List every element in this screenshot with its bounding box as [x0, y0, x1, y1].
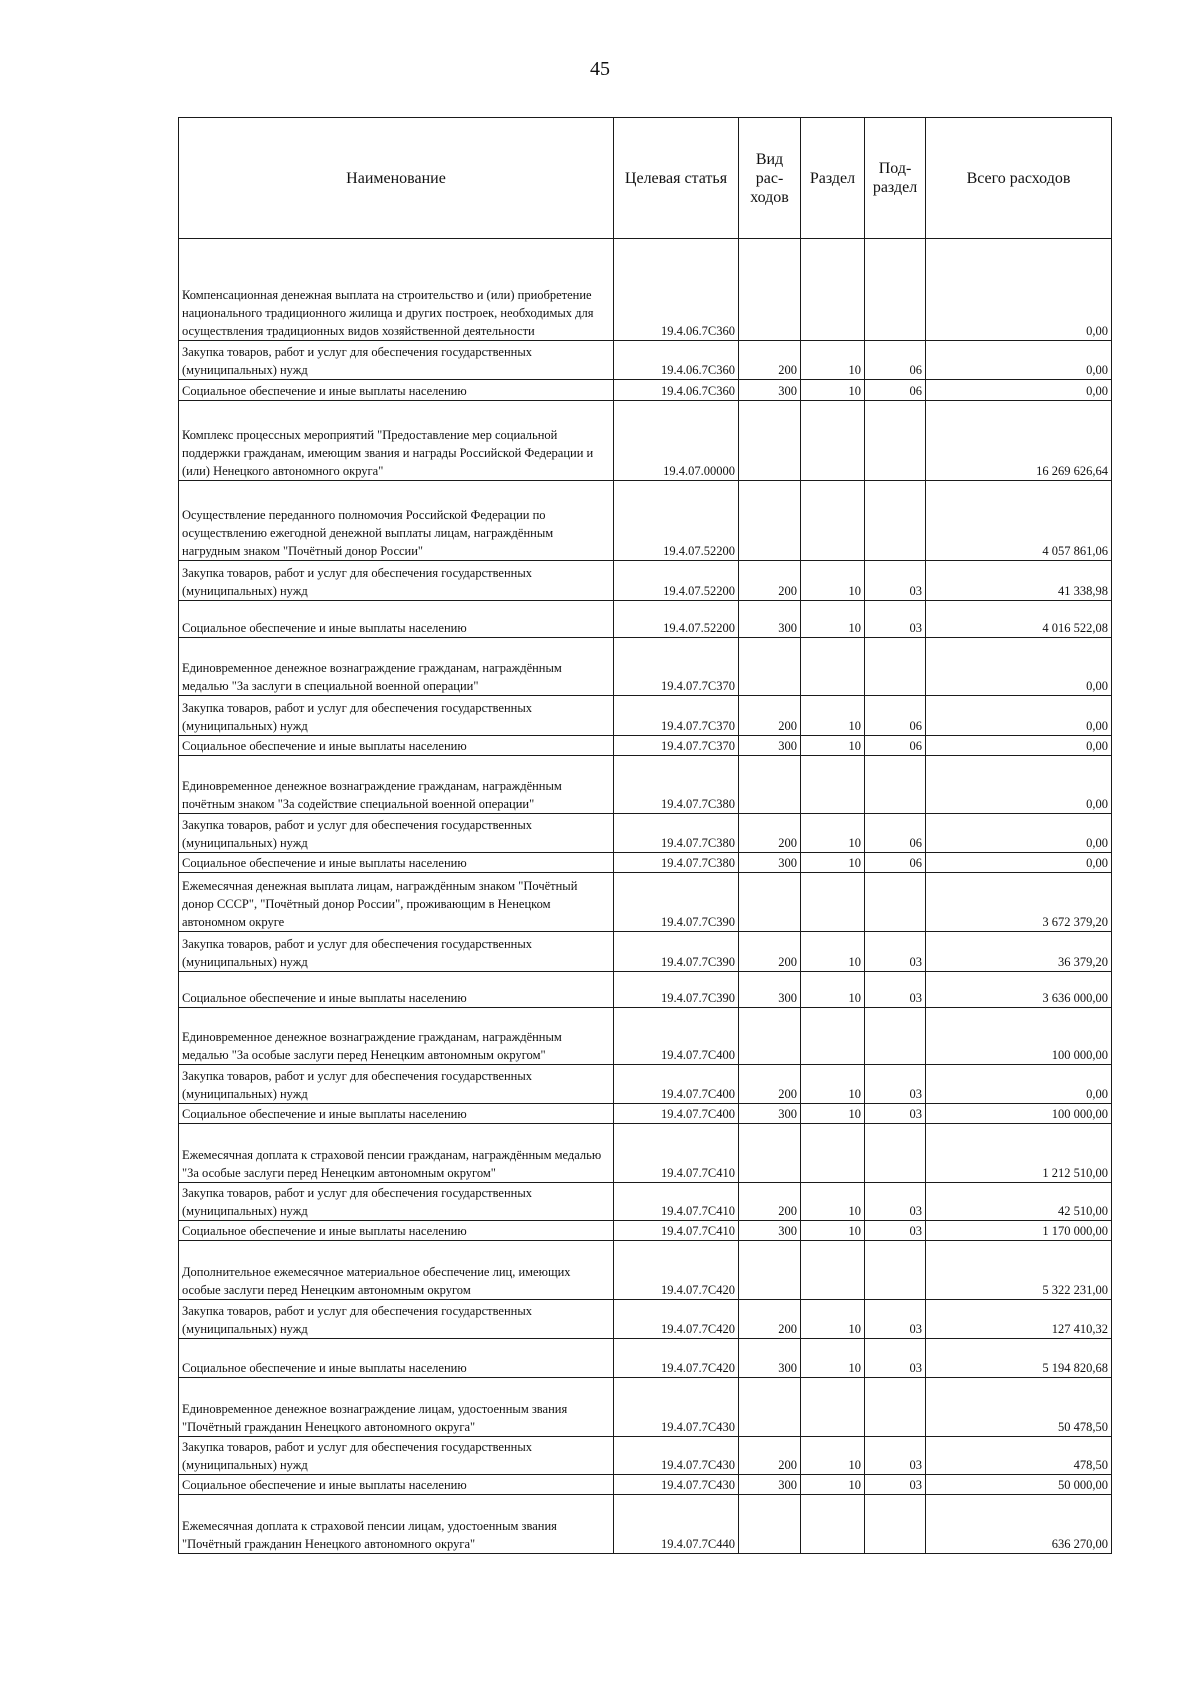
cell-subsection	[865, 401, 926, 481]
cell-name: Закупка товаров, работ и услуг для обеспечения государственных (муниципальных) нужд	[179, 561, 614, 601]
table-row	[179, 401, 1112, 481]
cell-section	[801, 1124, 865, 1183]
cell-name: Закупка товаров, работ и услуг для обеспечения государственных (муниципальных) нужд	[179, 696, 614, 736]
table-row	[179, 1339, 1112, 1378]
table-row	[179, 1221, 1112, 1241]
header-total-expenses: Всего расходов	[926, 118, 1112, 239]
cell-name: Социальное обеспечение и иные выплаты населению	[179, 1104, 614, 1124]
cell-expense-type: 200	[739, 561, 801, 601]
cell-name: Дополнительное ежемесячное материальное обеспечение лиц, имеющих особые заслуги перед Ненецким автономным округом	[179, 1241, 614, 1300]
cell-section: 10	[801, 972, 865, 1008]
cell-subsection	[865, 481, 926, 561]
cell-target-article: 19.4.07.7С380	[614, 853, 739, 873]
cell-target-article: 19.4.07.7С370	[614, 638, 739, 696]
cell-total-expenses: 4 057 861,06	[926, 481, 1112, 561]
cell-subsection	[865, 1241, 926, 1300]
cell-section	[801, 1241, 865, 1300]
cell-target-article: 19.4.07.52200	[614, 601, 739, 638]
cell-total-expenses: 42 510,00	[926, 1183, 1112, 1221]
cell-total-expenses: 478,50	[926, 1437, 1112, 1475]
cell-total-expenses: 3 672 379,20	[926, 873, 1112, 932]
cell-total-expenses: 3 636 000,00	[926, 972, 1112, 1008]
cell-name: Единовременное денежное вознаграждение лицам, удостоенным звания "Почётный гражданин Ненецкого автономного округа"	[179, 1378, 614, 1437]
cell-expense-type: 300	[739, 1475, 801, 1495]
table-row	[179, 972, 1112, 1008]
cell-total-expenses: 0,00	[926, 1065, 1112, 1104]
cell-name: Закупка товаров, работ и услуг для обеспечения государственных (муниципальных) нужд	[179, 932, 614, 972]
cell-subsection: 03	[865, 601, 926, 638]
cell-target-article: 19.4.07.7С390	[614, 972, 739, 1008]
cell-target-article: 19.4.07.7С380	[614, 756, 739, 814]
cell-name: Ежемесячная доплата к страховой пенсии гражданам, награждённым медалью "За особые заслуги перед Ненецким автономным округом"	[179, 1124, 614, 1183]
table-header	[179, 118, 1112, 239]
cell-expense-type	[739, 1378, 801, 1437]
cell-total-expenses: 636 270,00	[926, 1495, 1112, 1554]
cell-section: 10	[801, 1475, 865, 1495]
cell-total-expenses: 100 000,00	[926, 1008, 1112, 1065]
table-row	[179, 1300, 1112, 1339]
cell-target-article: 19.4.07.7С390	[614, 873, 739, 932]
table-row	[179, 1437, 1112, 1475]
cell-subsection: 03	[865, 1300, 926, 1339]
cell-section: 10	[801, 932, 865, 972]
cell-name: Комплекс процессных мероприятий "Предоставление мер социальной поддержки гражданам, имеющим звания и награды Российской Федерации и (или) Ненецкого автономного округа"	[179, 401, 614, 481]
cell-expense-type: 200	[739, 814, 801, 853]
cell-expense-type: 300	[739, 1104, 801, 1124]
cell-name: Социальное обеспечение и иные выплаты населению	[179, 972, 614, 1008]
cell-subsection	[865, 873, 926, 932]
cell-section: 10	[801, 814, 865, 853]
cell-subsection: 06	[865, 814, 926, 853]
table-row	[179, 814, 1112, 853]
budget-table	[178, 117, 1112, 1554]
cell-target-article: 19.4.07.7С370	[614, 736, 739, 756]
cell-total-expenses: 41 338,98	[926, 561, 1112, 601]
cell-name: Социальное обеспечение и иные выплаты населению	[179, 853, 614, 873]
cell-expense-type	[739, 481, 801, 561]
table-row	[179, 1241, 1112, 1300]
cell-target-article: 19.4.07.00000	[614, 401, 739, 481]
cell-section	[801, 401, 865, 481]
cell-name: Социальное обеспечение и иные выплаты населению	[179, 1475, 614, 1495]
cell-section: 10	[801, 736, 865, 756]
cell-section: 10	[801, 341, 865, 380]
table-row	[179, 932, 1112, 972]
cell-expense-type	[739, 756, 801, 814]
table-row	[179, 853, 1112, 873]
table-row	[179, 239, 1112, 341]
cell-total-expenses: 100 000,00	[926, 1104, 1112, 1124]
cell-name: Социальное обеспечение и иные выплаты населению	[179, 1339, 614, 1378]
table-row	[179, 1183, 1112, 1221]
cell-expense-type	[739, 638, 801, 696]
cell-total-expenses: 0,00	[926, 638, 1112, 696]
cell-section: 10	[801, 696, 865, 736]
page-number: 45	[590, 58, 610, 80]
cell-target-article: 19.4.07.7С440	[614, 1495, 739, 1554]
cell-expense-type	[739, 401, 801, 481]
header-target-article: Целевая статья	[614, 118, 739, 239]
cell-target-article: 19.4.06.7С360	[614, 239, 739, 341]
cell-subsection	[865, 638, 926, 696]
cell-total-expenses: 36 379,20	[926, 932, 1112, 972]
cell-subsection: 06	[865, 853, 926, 873]
cell-expense-type: 200	[739, 696, 801, 736]
cell-name: Ежемесячная доплата к страховой пенсии лицам, удостоенным звания "Почётный гражданин Ненецкого автономного округа"	[179, 1495, 614, 1554]
cell-name: Единовременное денежное вознаграждение гражданам, награждённым медалью "За особые заслуги перед Ненецким автономным округом"	[179, 1008, 614, 1065]
cell-expense-type: 200	[739, 1183, 801, 1221]
cell-subsection: 03	[865, 1065, 926, 1104]
table-row	[179, 1008, 1112, 1065]
cell-section: 10	[801, 601, 865, 638]
table-row	[179, 1378, 1112, 1437]
cell-expense-type: 200	[739, 1300, 801, 1339]
cell-name: Закупка товаров, работ и услуг для обеспечения государственных (муниципальных) нужд	[179, 1300, 614, 1339]
cell-section	[801, 1008, 865, 1065]
cell-name: Единовременное денежное вознаграждение гражданам, награждённым почётным знаком "За содействие специальной военной операции"	[179, 756, 614, 814]
cell-total-expenses: 0,00	[926, 380, 1112, 401]
cell-expense-type	[739, 873, 801, 932]
cell-name: Социальное обеспечение и иные выплаты населению	[179, 1221, 614, 1241]
table-row	[179, 1495, 1112, 1554]
table-row	[179, 561, 1112, 601]
cell-expense-type: 200	[739, 1437, 801, 1475]
cell-subsection: 03	[865, 1475, 926, 1495]
cell-subsection: 06	[865, 696, 926, 736]
cell-target-article: 19.4.07.7С400	[614, 1008, 739, 1065]
header-subsection	[865, 118, 926, 239]
cell-expense-type: 300	[739, 736, 801, 756]
cell-total-expenses: 0,00	[926, 736, 1112, 756]
cell-subsection	[865, 1378, 926, 1437]
cell-expense-type	[739, 1008, 801, 1065]
cell-expense-type: 300	[739, 1339, 801, 1378]
cell-target-article: 19.4.07.7С390	[614, 932, 739, 972]
cell-target-article: 19.4.07.52200	[614, 561, 739, 601]
cell-target-article: 19.4.06.7С360	[614, 380, 739, 401]
cell-expense-type	[739, 1495, 801, 1554]
table-row	[179, 736, 1112, 756]
table-row	[179, 1124, 1112, 1183]
cell-section	[801, 756, 865, 814]
cell-total-expenses: 50 478,50	[926, 1378, 1112, 1437]
table-row	[179, 1065, 1112, 1104]
cell-section: 10	[801, 1221, 865, 1241]
cell-section: 10	[801, 1300, 865, 1339]
cell-subsection	[865, 756, 926, 814]
cell-target-article: 19.4.07.52200	[614, 481, 739, 561]
table-row	[179, 873, 1112, 932]
cell-subsection	[865, 1008, 926, 1065]
cell-target-article: 19.4.07.7С410	[614, 1124, 739, 1183]
cell-total-expenses: 0,00	[926, 696, 1112, 736]
cell-section: 10	[801, 380, 865, 401]
header-subsection-line1: Под-	[878, 160, 912, 177]
cell-subsection: 06	[865, 736, 926, 756]
cell-subsection: 03	[865, 1221, 926, 1241]
cell-section	[801, 1495, 865, 1554]
cell-subsection: 03	[865, 1183, 926, 1221]
cell-section: 10	[801, 1339, 865, 1378]
cell-total-expenses: 5 322 231,00	[926, 1241, 1112, 1300]
cell-expense-type: 200	[739, 932, 801, 972]
cell-subsection: 06	[865, 341, 926, 380]
cell-target-article: 19.4.06.7С360	[614, 341, 739, 380]
table-row	[179, 380, 1112, 401]
cell-name: Осуществление переданного полномочия Российской Федерации по осуществлению ежегодной денежной выплаты лицам, награждённым нагрудным знаком "Почётный донор России"	[179, 481, 614, 561]
cell-subsection	[865, 1495, 926, 1554]
cell-section: 10	[801, 561, 865, 601]
cell-section	[801, 873, 865, 932]
header-expense-type-line3: ходов	[750, 188, 789, 206]
header-expense-type-line1: Вид	[755, 150, 784, 168]
cell-expense-type	[739, 1124, 801, 1183]
cell-expense-type: 300	[739, 380, 801, 401]
cell-expense-type: 300	[739, 853, 801, 873]
cell-section	[801, 1378, 865, 1437]
table-row	[179, 638, 1112, 696]
cell-name: Компенсационная денежная выплата на строительство и (или) приобретение национального традиционного жилища и других построек, необходимых для осуществления традиционных видов хозяйственной деятельности	[179, 239, 614, 341]
cell-target-article: 19.4.07.7С420	[614, 1300, 739, 1339]
cell-subsection: 03	[865, 932, 926, 972]
header-name: Наименование	[179, 118, 614, 239]
cell-target-article: 19.4.07.7С430	[614, 1378, 739, 1437]
table-row	[179, 601, 1112, 638]
cell-expense-type	[739, 239, 801, 341]
table-row	[179, 1104, 1112, 1124]
cell-name: Социальное обеспечение и иные выплаты населению	[179, 736, 614, 756]
cell-total-expenses: 0,00	[926, 239, 1112, 341]
cell-total-expenses: 50 000,00	[926, 1475, 1112, 1495]
cell-total-expenses: 1 212 510,00	[926, 1124, 1112, 1183]
cell-name: Закупка товаров, работ и услуг для обеспечения государственных (муниципальных) нужд	[179, 1437, 614, 1475]
cell-target-article: 19.4.07.7С430	[614, 1475, 739, 1495]
cell-expense-type: 300	[739, 1221, 801, 1241]
table-row	[179, 696, 1112, 736]
cell-expense-type: 300	[739, 601, 801, 638]
cell-name: Закупка товаров, работ и услуг для обеспечения государственных (муниципальных) нужд	[179, 1065, 614, 1104]
cell-section: 10	[801, 1104, 865, 1124]
header-expense-type	[739, 118, 801, 239]
cell-section: 10	[801, 1183, 865, 1221]
cell-target-article: 19.4.07.7С370	[614, 696, 739, 736]
cell-target-article: 19.4.07.7С400	[614, 1104, 739, 1124]
cell-target-article: 19.4.07.7С410	[614, 1221, 739, 1241]
header-section: Раздел	[801, 118, 865, 239]
cell-total-expenses: 0,00	[926, 853, 1112, 873]
cell-target-article: 19.4.07.7С410	[614, 1183, 739, 1221]
header-expense-type-line2: рас-	[755, 169, 784, 187]
cell-target-article: 19.4.07.7С430	[614, 1437, 739, 1475]
cell-subsection	[865, 239, 926, 341]
cell-name: Ежемесячная денежная выплата лицам, награждённым знаком "Почётный донор СССР", "Почётный донор России", проживающим в Ненецком автономном округе	[179, 873, 614, 932]
cell-target-article: 19.4.07.7С420	[614, 1241, 739, 1300]
cell-name: Закупка товаров, работ и услуг для обеспечения государственных (муниципальных) нужд	[179, 1183, 614, 1221]
cell-expense-type: 200	[739, 341, 801, 380]
cell-subsection: 03	[865, 561, 926, 601]
cell-section	[801, 239, 865, 341]
cell-target-article: 19.4.07.7С400	[614, 1065, 739, 1104]
table-row	[179, 1475, 1112, 1495]
cell-section: 10	[801, 853, 865, 873]
cell-expense-type	[739, 1241, 801, 1300]
cell-section: 10	[801, 1437, 865, 1475]
cell-subsection: 06	[865, 380, 926, 401]
cell-subsection	[865, 1124, 926, 1183]
cell-subsection: 03	[865, 1339, 926, 1378]
cell-subsection: 03	[865, 972, 926, 1008]
cell-name: Закупка товаров, работ и услуг для обеспечения государственных (муниципальных) нужд	[179, 814, 614, 853]
cell-total-expenses: 16 269 626,64	[926, 401, 1112, 481]
cell-total-expenses: 5 194 820,68	[926, 1339, 1112, 1378]
cell-name: Закупка товаров, работ и услуг для обеспечения государственных (муниципальных) нужд	[179, 341, 614, 380]
cell-subsection: 03	[865, 1104, 926, 1124]
cell-name: Социальное обеспечение и иные выплаты населению	[179, 601, 614, 638]
cell-total-expenses: 0,00	[926, 814, 1112, 853]
cell-total-expenses: 4 016 522,08	[926, 601, 1112, 638]
cell-expense-type: 300	[739, 972, 801, 1008]
cell-subsection: 03	[865, 1437, 926, 1475]
cell-total-expenses: 127 410,32	[926, 1300, 1112, 1339]
table-body	[179, 239, 1112, 1554]
cell-total-expenses: 0,00	[926, 756, 1112, 814]
cell-expense-type: 200	[739, 1065, 801, 1104]
cell-name: Социальное обеспечение и иные выплаты населению	[179, 380, 614, 401]
cell-target-article: 19.4.07.7С380	[614, 814, 739, 853]
table-row	[179, 756, 1112, 814]
header-subsection-line2: раздел	[872, 179, 918, 196]
table-row	[179, 341, 1112, 380]
cell-name: Единовременное денежное вознаграждение гражданам, награждённым медалью "За заслуги в специальной военной операции"	[179, 638, 614, 696]
cell-total-expenses: 1 170 000,00	[926, 1221, 1112, 1241]
table-row	[179, 481, 1112, 561]
cell-total-expenses: 0,00	[926, 341, 1112, 380]
cell-section: 10	[801, 1065, 865, 1104]
cell-section	[801, 638, 865, 696]
cell-section	[801, 481, 865, 561]
cell-target-article: 19.4.07.7С420	[614, 1339, 739, 1378]
